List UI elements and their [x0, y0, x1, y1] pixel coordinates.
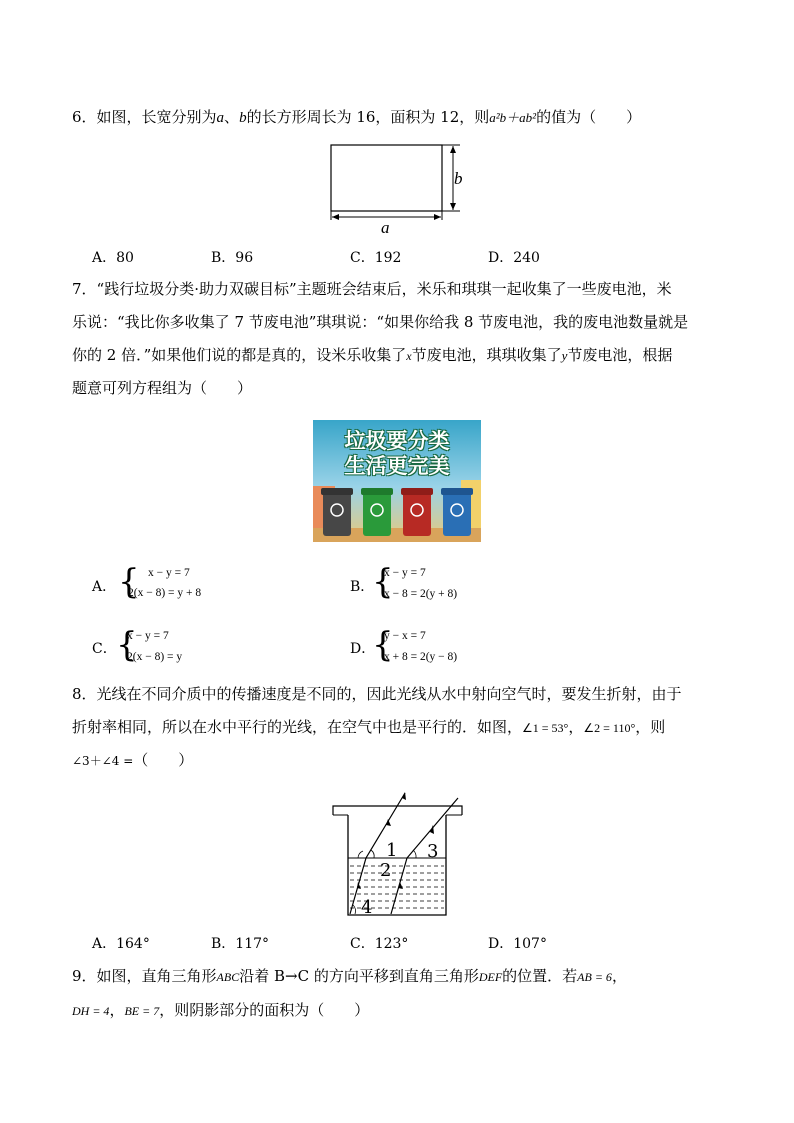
q6-text: 6．如图，长宽分别为 — [72, 108, 217, 126]
q7-option-c-label[interactable]: C． — [92, 641, 117, 657]
q7-text: 你的 2 倍．”如果他们说的都是真的，设米乐收集了 — [72, 346, 407, 364]
angle-2-value: ∠2 = 110° — [583, 721, 636, 735]
label-b: b — [454, 169, 463, 188]
be-value: BE = 7 — [124, 1004, 160, 1018]
q9-sep: ， — [611, 967, 627, 985]
angle-label-3: 3 — [427, 841, 439, 862]
q6-sep: 、 — [224, 108, 240, 126]
q7-option-b-eq2: x − 8 = 2(y + 8) — [384, 588, 458, 600]
q7-option-a-eq1: x − y = 7 — [148, 567, 190, 579]
q6-option-a[interactable]: A．80 — [92, 250, 134, 266]
brace-icon: { — [116, 625, 138, 665]
bin-blue-icon — [443, 492, 471, 536]
label-a: a — [381, 218, 390, 237]
q6-stem — [72, 107, 641, 128]
poster-illustration — [313, 420, 481, 542]
bin-green-icon — [363, 492, 391, 536]
q7-option-a-eq2: 2(x − 8) = y + 8 — [128, 587, 202, 599]
dh-value: DH = 4 — [72, 1004, 110, 1018]
poster-title-2: 生活更完美 — [344, 454, 450, 478]
q6-text: 的长方形周长为 16，面积为 12，则 — [246, 108, 490, 126]
q6-rectangle-figure — [320, 138, 470, 238]
q9-text: 9．如图，直角三角形 — [72, 967, 217, 985]
q7-option-b-label[interactable]: B． — [350, 579, 375, 595]
angle-label-2: 2 — [380, 860, 392, 881]
q8-text: ，则 — [635, 718, 666, 736]
var-x: x — [406, 349, 412, 363]
q9-stem-line-2 — [72, 1000, 369, 1021]
q6-option-c[interactable]: C．192 — [350, 250, 402, 266]
q7-text: 节废电池，琪琪收集了 — [411, 346, 562, 364]
triangle-def: DEF — [478, 970, 503, 984]
q6-expression: a²b＋ab² — [489, 110, 537, 125]
q9-text: 的位置．若 — [502, 967, 578, 985]
q9-text: 沿着 B→C 的方向平移到直角三角形 — [239, 967, 479, 985]
q7-option-c-eq1: x − y = 7 — [127, 630, 169, 642]
q7-option-d-label[interactable]: D． — [350, 641, 376, 657]
q7-stem-line-4: 题意可列方程组为（ ） — [72, 379, 253, 397]
q8-text: （ ） — [133, 751, 194, 769]
q8-expression: ∠3＋∠4 = — [72, 754, 134, 768]
poster-title-1: 垃圾要分类 — [344, 429, 450, 453]
q7-stem-line-2: 乐说：“我比你多收集了 7 节废电池”琪琪说：“如果你给我 8 节废电池，我的废电池数量就是 — [72, 313, 689, 331]
q7-option-c-eq2: 2(x − 8) = y — [127, 651, 183, 663]
q9-sep: ， — [109, 1001, 125, 1019]
q7-option-d-eq2: x + 8 = 2(y − 8) — [384, 651, 458, 663]
angle-label-1: 1 — [386, 840, 398, 861]
brace-icon: { — [118, 562, 140, 602]
q9-stem-line-1 — [72, 966, 627, 987]
var-a: a — [216, 110, 225, 126]
q6-text: 的值为（ ） — [536, 108, 642, 126]
triangle-abc: ABC — [216, 970, 240, 984]
bin-gray-icon — [323, 492, 351, 536]
ab-value: AB = 6 — [577, 970, 612, 984]
brace-icon: { — [372, 625, 394, 665]
angle-label-4: 4 — [361, 897, 373, 918]
angle-1-value: ∠1 = 53° — [522, 721, 569, 735]
q8-sep: ， — [568, 718, 584, 736]
q7-option-b-eq1: x − y = 7 — [384, 567, 426, 579]
brace-icon: { — [372, 562, 394, 602]
q7-stem-line-1: 7．“践行垃圾分类·助力双碳目标”主题班会结束后，米乐和琪琪一起收集了一些废电池，米 — [72, 280, 672, 298]
var-y: y — [561, 348, 568, 363]
q8-water-refraction-figure — [330, 790, 465, 918]
var-b: b — [239, 110, 247, 126]
q6-option-b[interactable]: B．96 — [211, 250, 254, 266]
rectangle — [331, 145, 442, 211]
q7-option-a-label[interactable]: A． — [92, 579, 117, 595]
q8-text: 折射率相同，所以在水中平行的光线，在空气中也是平行的．如图， — [72, 718, 523, 736]
q8-stem-line-1: 8．光线在不同介质中的传播速度是不同的，因此光线从水中射向空气时，要发生折射，由于 — [72, 685, 682, 703]
q7-stem-line-3 — [72, 345, 672, 366]
q8-option-c[interactable]: C．123° — [350, 936, 409, 952]
q8-option-b[interactable]: B．117° — [211, 936, 270, 952]
q8-option-a[interactable]: A．164° — [92, 936, 150, 952]
q8-stem-line-3 — [72, 750, 193, 771]
garbage-sorting-poster — [313, 420, 481, 542]
q9-text: ，则阴影部分的面积为（ ） — [159, 1001, 370, 1019]
q7-text: 节废电池，根据 — [567, 346, 673, 364]
q8-stem-line-2 — [72, 717, 665, 738]
q8-option-d[interactable]: D．107° — [488, 936, 547, 952]
q7-option-d-eq1: y − x = 7 — [384, 630, 426, 642]
q6-option-d[interactable]: D．240 — [488, 250, 540, 266]
bin-red-icon — [403, 492, 431, 536]
